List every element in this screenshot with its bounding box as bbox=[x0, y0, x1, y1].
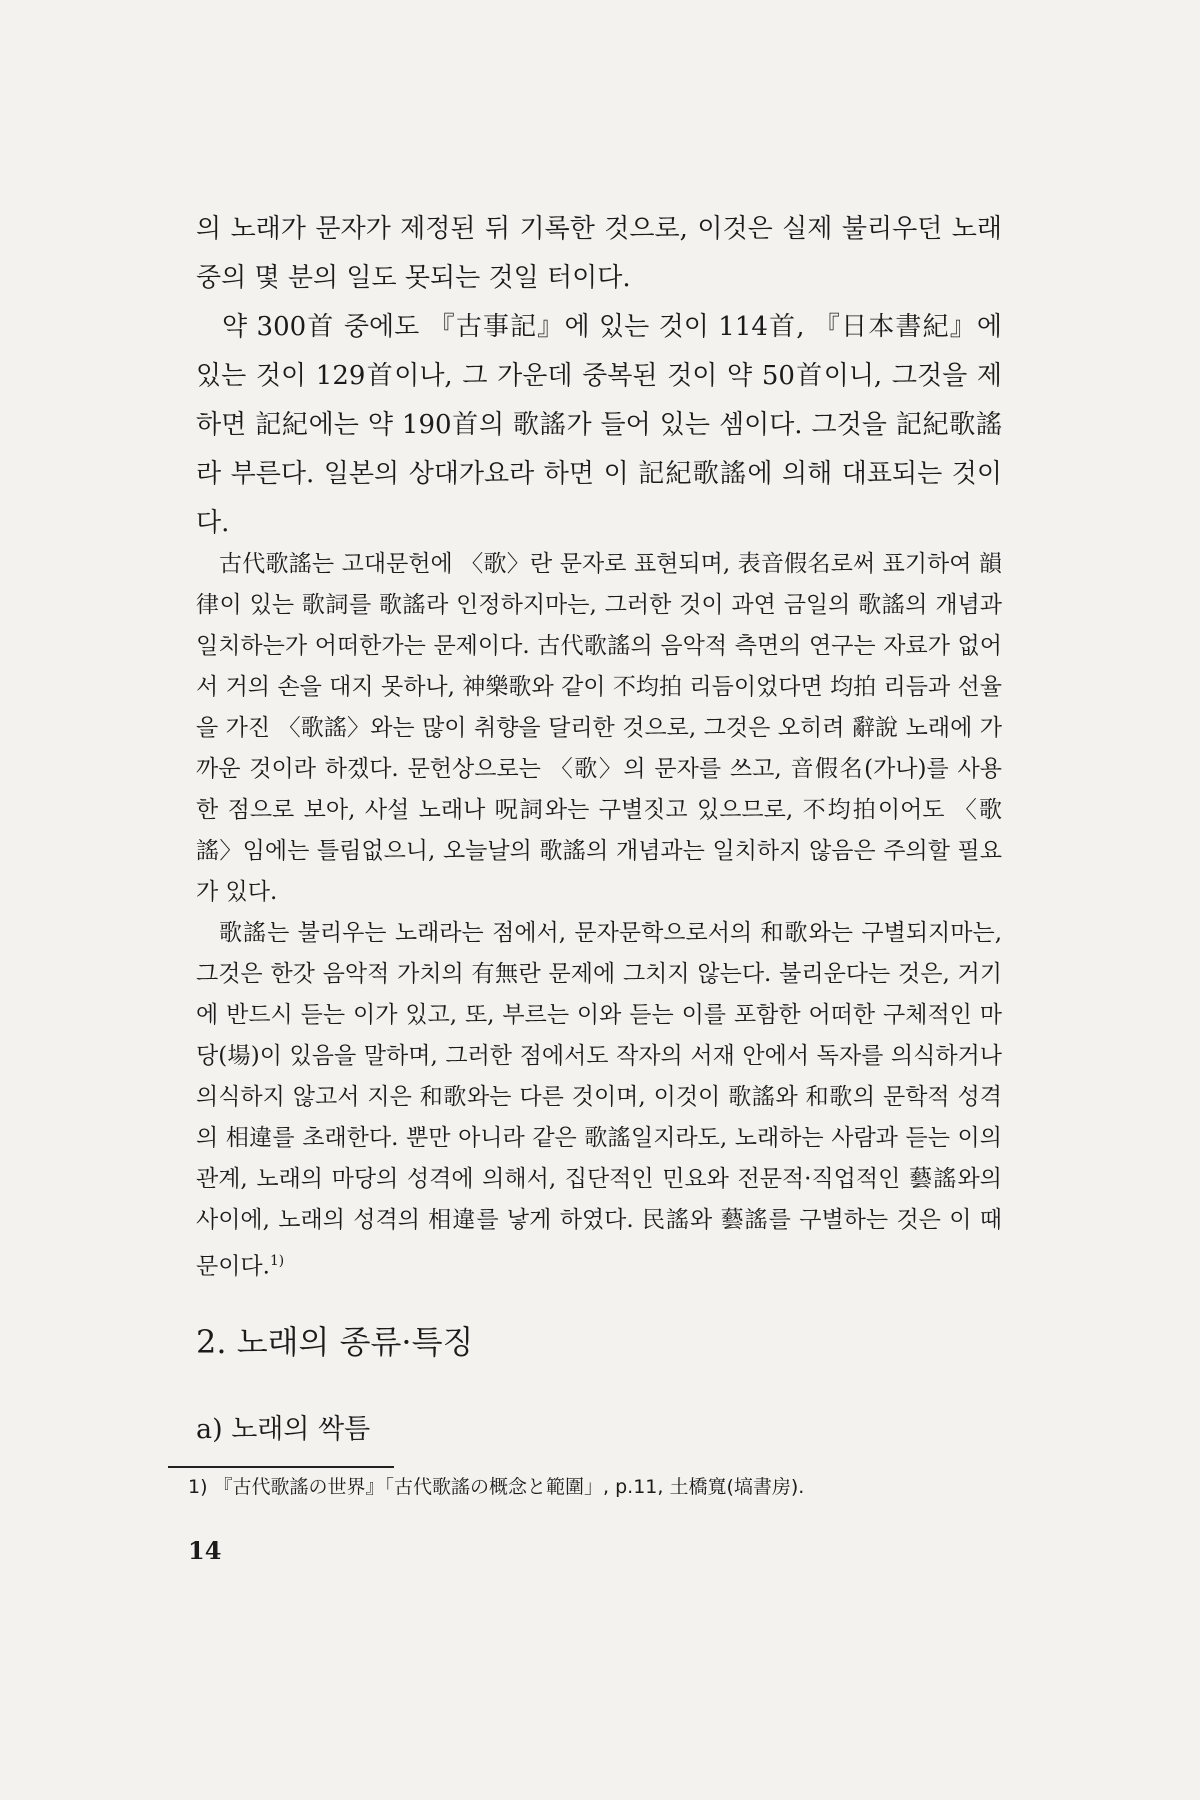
body-paragraph-kiki-songs: 약 300首 중에도 『古事記』에 있는 것이 114首, 『日本書紀』에 있는 것이 129首이나, 그 가운데 중복된 것이 약 50首이니, 그것을 제하면 記紀에는 약 190首의 歌謠가 들어 있는 셈이다. 그것을 記紀歌謠라 부른다. 일본의 상대가요라 하면 이 記紀歌謠에 의해 대표되는 것이다. bbox=[196, 312, 1002, 538]
footnote: 1) 『古代歌謠の世界』「古代歌謠の概念と範圍」, p.11, 土橋寬(塙書房). bbox=[188, 1476, 805, 1498]
quote-paragraph-sung-songs bbox=[196, 913, 1002, 1288]
sub-heading: a) 노래의 싹틈 bbox=[196, 1414, 371, 1445]
body-paragraph-continuation: 의 노래가 문자가 제정된 뒤 기록한 것으로, 이것은 실제 불리우던 노래 중의 몇 분의 일도 못되는 것일 터이다. bbox=[196, 214, 1002, 293]
page-number: 14 bbox=[188, 1536, 222, 1565]
quoted-passage bbox=[196, 544, 1002, 1288]
quote-paragraph-text: 歌謠는 불리우는 노래라는 점에서, 문자문학으로서의 和歌와는 구별되지마는, 그것은 한갓 음악적 가치의 有無란 문제에 그치지 않는다. 불리운다는 것은, 거기에 반드시 듣는 이가 있고, 또, 부르는 이와 듣는 이를 포함한 어떠한 구체적인 마당(場)이 있음을 말하며, 그러한 점에서도 작자의 서재 안에서 독자를 의식하거나 의식하지 않고서 지은 和歌와는 다른 것이며, 이것이 歌謠와 和歌의 문학적 성격의 相違를 초래한다. 뿐만 아니라 같은 歌謠일지라도, 노래하는 사람과 듣는 이의 관계, 노래의 마당의 성격에 의해서, 집단적인 민요와 전문적·직업적인 藝謠와의 사이에, 노래의 성격의 相違를 낳게 하였다. 民謠와 藝謠를 구별하는 것은 이 때문이다. bbox=[196, 920, 1002, 1280]
footnote-reference[interactable]: 1) bbox=[269, 1253, 285, 1269]
footnote-divider bbox=[168, 1466, 394, 1468]
section-heading: 2. 노래의 종류·특징 bbox=[196, 1323, 474, 1361]
quote-paragraph-ancient-songs: 古代歌謠는 고대문헌에 〈歌〉란 문자로 표현되며, 表音假名로써 표기하여 韻律이 있는 歌詞를 歌謠라 인정하지마는, 그러한 것이 과연 금일의 歌謠의 개념과 일치하는가 어떠한가는 문제이다. 古代歌謠의 음악적 측면의 연구는 자료가 없어서 거의 손을 대지 못하나, 神樂歌와 같이 不均拍 리듬이었다면 均拍 리듬과 선율을 가진 〈歌謠〉와는 많이 취향을 달리한 것으로, 그것은 오히려 辭說 노래에 가까운 것이라 하겠다. 문헌상으로는 〈歌〉의 문자를 쓰고, 音假名(가나)를 사용한 점으로 보아, 사설 노래나 呪詞와는 구별짓고 있으므로, 不均拍이어도 〈歌謠〉임에는 틀림없으니, 오늘날의 歌謠의 개념과는 일치하지 않음은 주의할 필요가 있다. bbox=[196, 551, 1002, 905]
upper-body-text bbox=[196, 205, 1002, 548]
